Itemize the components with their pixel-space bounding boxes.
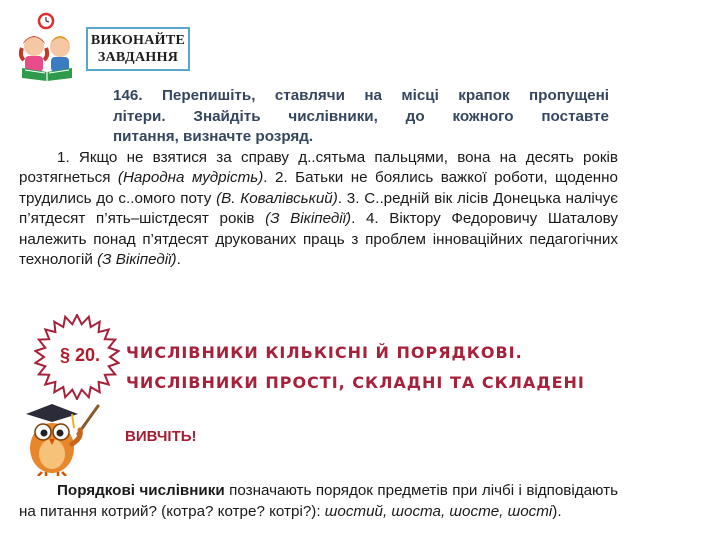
kids-reading-icon — [14, 12, 80, 82]
source-4: (З Вікіпедії) — [97, 251, 177, 269]
badge-line-2: ЗАВДАННЯ — [97, 50, 179, 65]
sentence-3: . 3. С..редній вік лісів Донецька налічує п’ятдесят п’ять–шістдесят років — [19, 189, 618, 228]
learn-label: ВИВЧІТЬ! — [125, 428, 197, 445]
rule-paragraph — [19, 481, 618, 522]
sentence-2: . 2. Батьки не боялись важкої роботи, щоденно трудились до с..омого поту — [19, 169, 618, 207]
owl-teacher-icon — [16, 400, 102, 476]
do-tasks-badge — [86, 27, 190, 71]
rule-end: ). — [552, 502, 562, 520]
sentence-4: . 4. Віктору Федоровичу Шаталову належить понад п’ятдесят друкованих праць з проблем інноваційних педагогічних технологій — [19, 210, 618, 269]
task-heading-line-3: питання, визначте розряд. — [113, 128, 314, 145]
task-heading — [113, 86, 609, 148]
sentence-4-end: . — [176, 251, 181, 269]
source-1: (Народна мудрість) — [117, 169, 264, 187]
section-number: § 20. — [59, 345, 101, 365]
task-heading-line-2: літери. Знайдіть числівники, до кожного поставте — [113, 107, 609, 125]
rule-examples: шостий, шоста, шосте, шості — [324, 502, 553, 520]
section-title-line-1: ЧИСЛІВНИКИ КІЛЬКІСНІ Й ПОРЯДКОВІ. — [126, 343, 523, 362]
rule-text — [19, 481, 618, 522]
rule-definition: позначають порядок предметів при лічбі і відповідають на питання котрий? (котра? котре? котрі?): — [19, 482, 618, 520]
source-2: (В. Ковалівський) — [216, 189, 338, 207]
task-heading-line-1: 146. Перепишіть, ставлячи на місці крапок пропущені — [113, 87, 609, 104]
source-3: (З Вікіпедії) — [265, 210, 352, 228]
badge-line-1: ВИКОНАЙТЕ — [90, 33, 186, 48]
section-title-line-2: ЧИСЛІВНИКИ ПРОСТІ, СКЛАДНІ ТА СКЛАДЕНІ — [126, 373, 585, 392]
exercise-paragraph — [19, 148, 618, 270]
rule-term: Порядкові числівники — [57, 482, 225, 499]
sentence-1: 1. Якщо не взятися за справу д..сятьма пальцями, вона на десять років розтягнеться — [19, 149, 618, 187]
exercise-text — [19, 148, 618, 270]
